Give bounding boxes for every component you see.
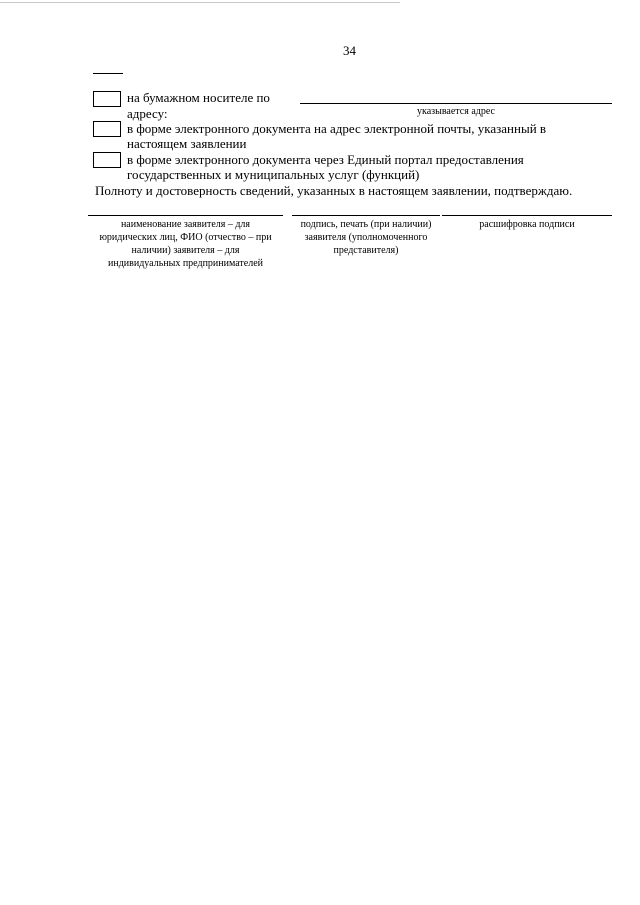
signature-field[interactable] [292, 215, 440, 216]
applicant-name-caption: наименование заявителя – для юридических лиц, ФИО (отчество – при наличии) заявителя – для индивидуальных предпринимателей [99, 219, 272, 269]
applicant-name-field[interactable] [88, 215, 283, 216]
option-email-line-1: в форме электронного документа на адрес электронной почты, указанный в [127, 121, 547, 136]
option-paper-line-1: на бумажном носителе по [127, 90, 270, 105]
signature-decoding-caption: расшифровка подписи [479, 219, 575, 230]
option-portal-line-2: государственных и муниципальных услуг (функций) [127, 167, 420, 182]
address-field[interactable] [300, 103, 612, 104]
page-number: 34 [343, 43, 356, 58]
signature-decoding-field[interactable] [442, 215, 612, 216]
paper-delivery-checkbox[interactable] [93, 91, 121, 107]
top-scan-rule [0, 2, 400, 3]
email-delivery-checkbox[interactable] [93, 121, 121, 137]
portal-delivery-checkbox[interactable] [93, 152, 121, 168]
option-paper-line-2: адресу: [127, 106, 168, 121]
address-caption: указывается адрес [417, 106, 495, 117]
short-rule [93, 73, 123, 74]
signature-caption: подпись, печать (при наличии) заявителя (уполномоченного представителя) [300, 219, 432, 256]
confirmation-statement: Полноту и достоверность сведений, указанных в настоящем заявлении, подтверждаю. [95, 183, 573, 198]
option-portal-line-1: в форме электронного документа через Единый портал предоставления [127, 152, 524, 167]
option-email-line-2: настоящем заявлении [127, 136, 247, 151]
